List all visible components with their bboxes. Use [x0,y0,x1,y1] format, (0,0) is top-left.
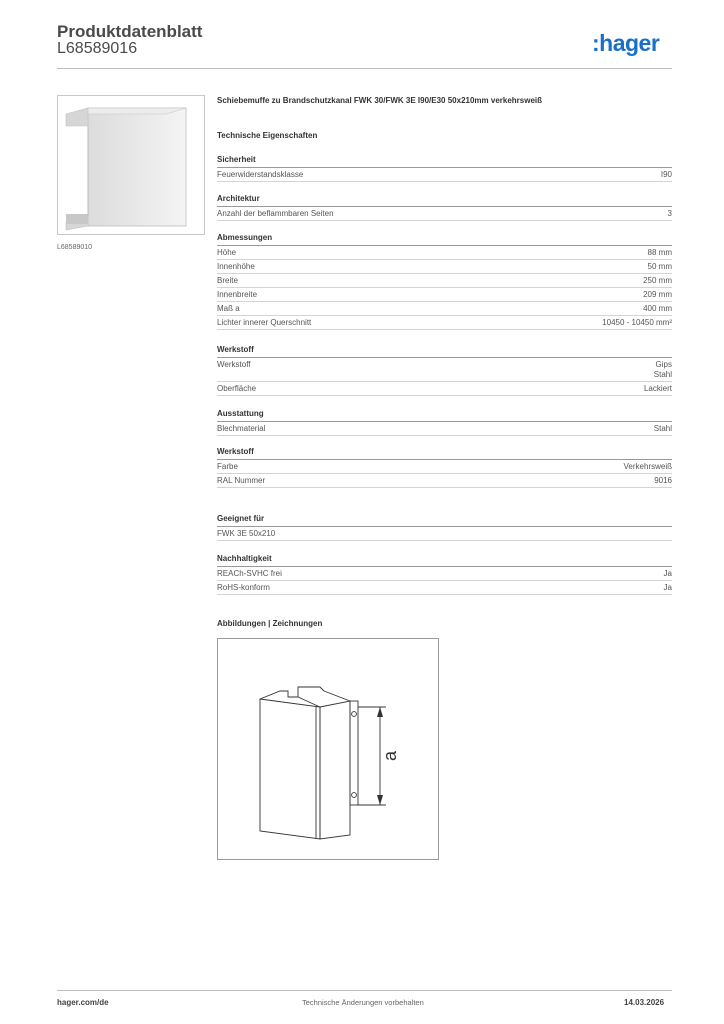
group-title: Sicherheit [217,155,672,168]
row-value: 9016 [654,476,672,485]
header-divider [57,68,672,69]
table-row [217,274,672,288]
table-row [217,168,672,182]
table-row [217,382,672,396]
row-value [654,360,672,381]
row-label: Oberfläche [217,384,257,393]
row-value: 400 mm [643,304,672,313]
group-abmessungen [217,233,672,330]
logo-text: hager [599,30,660,56]
row-label: Höhe [217,248,237,257]
table-row [217,474,672,488]
group-title: Werkstoff [217,447,672,460]
group-title: Abmessungen [217,233,672,246]
row-label: Anzahl der beflammbaren Seiten [217,209,334,218]
row-label: Innenbreite [217,290,258,299]
image-caption: L68589010 [57,244,93,251]
dimension-drawing [218,639,438,859]
product-image [57,95,205,235]
group-architektur [217,194,672,221]
row-label: REACh-SVHC frei [217,569,282,578]
table-row [217,246,672,260]
row-label: RoHS-konform [217,583,270,592]
table-row [217,260,672,274]
group-title: Ausstattung [217,409,672,422]
row-label: Feuerwiderstandsklasse [217,170,304,179]
group-ausstattung [217,409,672,436]
drawings-title: Abbildungen | Zeichnungen [217,619,323,628]
group-nachhaltigkeit [217,554,672,595]
footer-website[interactable]: hager.com/de [57,998,109,1007]
row-label: Lichter innerer Querschnitt [217,318,312,327]
row-value: 88 mm [647,248,672,257]
group-werkstoff [217,345,672,396]
table-row [217,358,672,382]
table-row [217,422,672,436]
row-value: 50 mm [647,262,672,271]
footer-divider [57,990,672,991]
group-sicherheit [217,155,672,182]
product-title: Schiebemuffe zu Brandschutzkanal FWK 30/FWK 3E I90/E30 50x210mm verkehrsweiß [217,96,543,105]
row-label: Innenhöhe [217,262,255,271]
group-title: Nachhaltigkeit [217,554,672,567]
group-geeignet [217,514,672,541]
table-row [217,316,672,330]
row-value: 250 mm [643,276,672,285]
section-technical-properties: Technische Eigenschaften [217,131,318,140]
footer-date: 14.03.2026 [624,998,665,1007]
row-value: Ja [663,583,672,592]
table-row [217,288,672,302]
table-row [217,567,672,581]
row-value: Lackiert [643,384,672,393]
table-row [217,207,672,221]
article-number: L68589016 [57,40,138,57]
group-title: Geeignet für [217,514,672,527]
row-value-line: Stahl [653,370,672,379]
group-title: Werkstoff [217,345,672,358]
group-title: Architektur [217,194,672,207]
group-werkstoff-color [217,447,672,488]
row-value: 209 mm [643,290,672,299]
row-label: Werkstoff [217,360,251,369]
row-label: FWK 3E 50x210 [217,529,276,538]
product-illustration [58,96,204,234]
table-row [217,527,672,541]
table-row [217,302,672,316]
dimension-label: a [380,750,400,762]
row-value: 10450 - 10450 mm² [602,318,672,327]
row-label: RAL Nummer [217,476,266,485]
row-value: Ja [663,569,672,578]
row-value-line: Gips [655,360,672,369]
technical-drawing [217,638,439,860]
row-value: I90 [660,170,672,179]
row-label: Maß a [217,304,240,313]
page-title: Produktdatenblatt [57,22,203,41]
table-row [217,460,672,474]
row-label: Breite [217,276,238,285]
row-value: 3 [667,209,672,218]
footer-disclaimer: Technische Änderungen vorbehalten [302,998,424,1007]
table-row [217,581,672,595]
hager-logo: :hager [592,30,660,56]
row-label: Blechmaterial [217,424,266,433]
row-label: Farbe [217,462,238,471]
row-value: Verkehrsweiß [623,462,672,471]
row-value: Stahl [653,424,672,433]
